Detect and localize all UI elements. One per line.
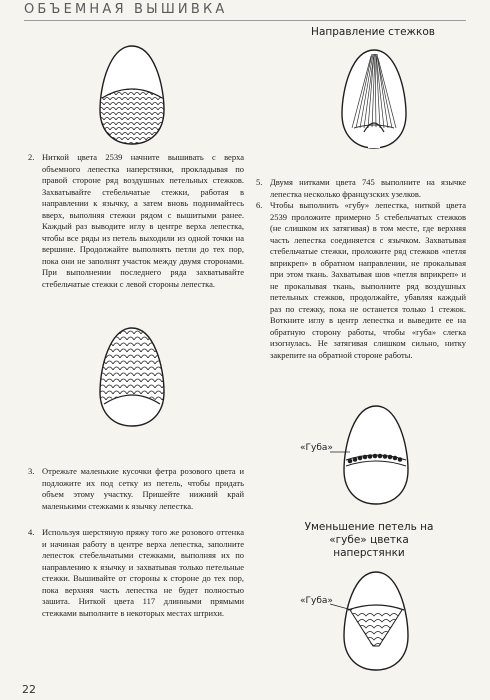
caption-stitch-direction: Направление стежков <box>311 26 435 38</box>
step-text: Двумя нитками цвета 745 выполните на язычке лепестка несколько французских узелков. <box>270 177 466 199</box>
section-header: ОБЪЕМНАЯ ВЫШИВКА <box>24 2 228 17</box>
leader-line-1 <box>330 449 350 455</box>
caption-reduce-loops: Уменьшение петель на «губе» цветка наперстянки <box>304 521 434 559</box>
step-text: Используя шерстяную пряжу того же розового оттенка и начиная работу в центре верха лепестка, заполните лепесток стебельчатыми стежками, выполняя их по направлению к язычку и захватывая только петельные стежки. Вышивайте от стороны к стороне до тех пор, пока верхняя часть лепестка не будет полностью зашита. Ниткой цвета 117 длинными прямыми стежками выполните в некоторых местах штрихи. <box>42 527 244 618</box>
figure-petal-lip-band <box>336 400 416 512</box>
step-number: 6. <box>256 200 263 210</box>
step-5 <box>256 177 466 200</box>
label-guba-2: «Губа» <box>300 596 333 606</box>
label-guba-1: «Губа» <box>300 443 333 453</box>
step-text: Ниткой цвета 2539 начните вышивать с верха объемного лепестка наперстянки, прокладывая по правой стороне ряд воздушных петельных стежков. Захватывайте стебельчатые стежки, работая в направлении к язычку, а затем вновь поднимайтесь вверх, выполняя стежки рядом с вышитыми ранее. Каждый раз выводите иглу в центре верха лепестка, чтобы все ряды из петель выходили из одной точки на вершине. Продолжайте выполнять петли до тех пор, пока они не заполнят участок между двумя сторонами. При выполнении последнего ряда захватывайте стебельчатые стежки с левой стороны лепестка. <box>42 152 244 289</box>
step-number: 2. <box>28 152 35 162</box>
leader-line-2 <box>330 602 352 612</box>
step-text: Отрежьте маленькие кусочки фетра розового цвета и подложите их под сетку из петель, чтобы придать объем этому участку. Пришейте нижний край маленькими стежками к язычку лепестка. <box>42 466 244 511</box>
step-number: 4. <box>28 527 35 537</box>
figure-stitch-direction <box>334 44 414 156</box>
step-4 <box>28 527 244 619</box>
header-rule <box>24 20 466 21</box>
page-number: 22 <box>22 683 36 696</box>
figure-lip-reduction <box>336 566 416 678</box>
step-text: Чтобы выполнить «губу» лепестка, ниткой цвета 2539 проложите примерно 5 стебельчатых стежков (не слишком их затягивая) в том месте, где верхняя часть лепестка соединяется с язычком. Захватывая стебельчатые стежки, проложите ряд стежков «петля вприкреп» в обратном направлении, не прокалывая при этом ткань. Захватывая шов «петля вприкреп» и не прокалывая ткань, выполните ряд воздушных петельных стежков, продолжайте, убавляя каждый раз по стежку, пока не останется только 1 стежок. Воткните иглу в центр лепестка и выведите ее на обратную сторону работы, чтобы «губа» слегка изогнулась. Не затягивая слишком сильно, нитку закрепите на обратной стороне работы. <box>270 200 466 360</box>
step-2 <box>28 152 244 290</box>
step-number: 5. <box>256 177 263 187</box>
step-3 <box>28 466 244 512</box>
figure-petal-scales-large <box>92 322 172 434</box>
step-number: 3. <box>28 466 35 476</box>
step-6 <box>256 200 466 361</box>
figure-petal-scales-small <box>92 40 172 152</box>
